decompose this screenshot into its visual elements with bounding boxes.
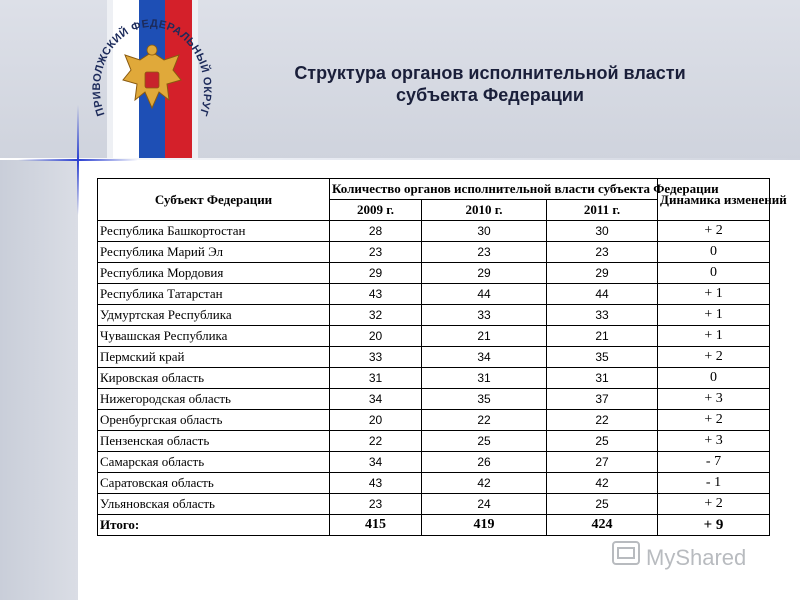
dynamics-cell: + 9 — [658, 515, 770, 536]
dynamics-cell: 0 — [658, 263, 770, 284]
dynamics-cell: + 1 — [658, 326, 770, 347]
region-name-cell: Нижегородская область — [98, 389, 330, 410]
dynamics-cell: + 2 — [658, 221, 770, 242]
header-subject: Субъект Федерации — [98, 179, 330, 221]
value-2009-cell: 23 — [330, 242, 422, 263]
value-2010-cell: 29 — [422, 263, 547, 284]
region-name-cell: Чувашская Республика — [98, 326, 330, 347]
value-2011-cell: 29 — [547, 263, 658, 284]
value-2011-cell: 21 — [547, 326, 658, 347]
value-2010-cell: 21 — [422, 326, 547, 347]
table-row — [98, 284, 770, 305]
table-header-row — [98, 179, 770, 200]
value-2009-cell: 415 — [330, 515, 422, 536]
header-dynamics: Динамика изменений — [658, 179, 770, 221]
value-2010-cell: 23 — [422, 242, 547, 263]
region-name-cell: Оренбургская область — [98, 410, 330, 431]
dynamics-cell: - 7 — [658, 452, 770, 473]
value-2010-cell: 419 — [422, 515, 547, 536]
header-count: Количество органов исполнительной власти субъекта Федерации — [330, 179, 658, 200]
value-2009-cell: 20 — [330, 326, 422, 347]
region-name-cell: Итого: — [98, 515, 330, 536]
value-2009-cell: 32 — [330, 305, 422, 326]
value-2009-cell: 20 — [330, 410, 422, 431]
value-2011-cell: 37 — [547, 389, 658, 410]
table-row — [98, 347, 770, 368]
value-2011-cell: 22 — [547, 410, 658, 431]
watermark-text: MyShared — [646, 545, 747, 570]
header-year-2010: 2010 г. — [422, 200, 547, 221]
value-2011-cell: 35 — [547, 347, 658, 368]
table-row — [98, 368, 770, 389]
region-name-cell: Кировская область — [98, 368, 330, 389]
value-2009-cell: 29 — [330, 263, 422, 284]
dynamics-cell: + 3 — [658, 431, 770, 452]
table-row — [98, 326, 770, 347]
dynamics-cell: + 2 — [658, 410, 770, 431]
value-2010-cell: 22 — [422, 410, 547, 431]
table-row — [98, 452, 770, 473]
region-name-cell: Республика Мордовия — [98, 263, 330, 284]
region-name-cell: Ульяновская область — [98, 494, 330, 515]
table-row — [98, 431, 770, 452]
value-2010-cell: 44 — [422, 284, 547, 305]
value-2009-cell: 43 — [330, 473, 422, 494]
value-2009-cell: 23 — [330, 494, 422, 515]
value-2010-cell: 33 — [422, 305, 547, 326]
value-2010-cell: 42 — [422, 473, 547, 494]
region-name-cell: Удмуртская Республика — [98, 305, 330, 326]
table-row — [98, 389, 770, 410]
value-2010-cell: 34 — [422, 347, 547, 368]
header-year-2009: 2009 г. — [330, 200, 422, 221]
dynamics-cell: + 1 — [658, 284, 770, 305]
slides-icon — [613, 542, 639, 564]
table-row — [98, 305, 770, 326]
executive-bodies-table — [97, 178, 787, 536]
table-total-row — [98, 515, 770, 536]
value-2011-cell: 25 — [547, 431, 658, 452]
value-2011-cell: 30 — [547, 221, 658, 242]
federal-district-logo — [85, 0, 220, 158]
value-2011-cell: 44 — [547, 284, 658, 305]
title-line-1: Структура органов исполнительной власти — [294, 63, 686, 83]
value-2009-cell: 34 — [330, 452, 422, 473]
title-line-2: субъекта Федерации — [396, 85, 584, 105]
header-year-2011: 2011 г. — [547, 200, 658, 221]
dynamics-cell: + 1 — [658, 305, 770, 326]
value-2009-cell: 28 — [330, 221, 422, 242]
value-2009-cell: 33 — [330, 347, 422, 368]
value-2010-cell: 35 — [422, 389, 547, 410]
value-2009-cell: 43 — [330, 284, 422, 305]
dynamics-cell: - 1 — [658, 473, 770, 494]
table-row — [98, 242, 770, 263]
region-name-cell: Пермский край — [98, 347, 330, 368]
region-name-cell: Саратовская область — [98, 473, 330, 494]
region-name-cell: Республика Башкортостан — [98, 221, 330, 242]
value-2011-cell: 25 — [547, 494, 658, 515]
region-name-cell: Республика Татарстан — [98, 284, 330, 305]
region-name-cell: Республика Марий Эл — [98, 242, 330, 263]
value-2011-cell: 33 — [547, 305, 658, 326]
value-2011-cell: 424 — [547, 515, 658, 536]
table-row — [98, 221, 770, 242]
region-name-cell: Самарская область — [98, 452, 330, 473]
dynamics-cell: 0 — [658, 368, 770, 389]
region-name-cell: Пензенская область — [98, 431, 330, 452]
value-2011-cell: 31 — [547, 368, 658, 389]
dynamics-cell: + 2 — [658, 494, 770, 515]
value-2010-cell: 30 — [422, 221, 547, 242]
value-2009-cell: 22 — [330, 431, 422, 452]
table-row — [98, 494, 770, 515]
value-2009-cell: 31 — [330, 368, 422, 389]
value-2010-cell: 26 — [422, 452, 547, 473]
logo-arc-text: ПРИВОЛЖСКИЙ ФЕДЕРАЛЬНЫЙ ОКРУГ — [90, 17, 214, 118]
value-2009-cell: 34 — [330, 389, 422, 410]
value-2010-cell: 31 — [422, 368, 547, 389]
sparkle-vertical — [77, 105, 79, 215]
watermark — [610, 538, 770, 574]
value-2011-cell: 42 — [547, 473, 658, 494]
dynamics-cell: 0 — [658, 242, 770, 263]
dynamics-cell: + 2 — [658, 347, 770, 368]
value-2011-cell: 27 — [547, 452, 658, 473]
table-row — [98, 410, 770, 431]
left-decorative-band — [0, 160, 78, 600]
table-row — [98, 263, 770, 284]
value-2010-cell: 25 — [422, 431, 547, 452]
table-row — [98, 473, 770, 494]
value-2011-cell: 23 — [547, 242, 658, 263]
page-title — [220, 62, 760, 106]
value-2010-cell: 24 — [422, 494, 547, 515]
dynamics-cell: + 3 — [658, 389, 770, 410]
